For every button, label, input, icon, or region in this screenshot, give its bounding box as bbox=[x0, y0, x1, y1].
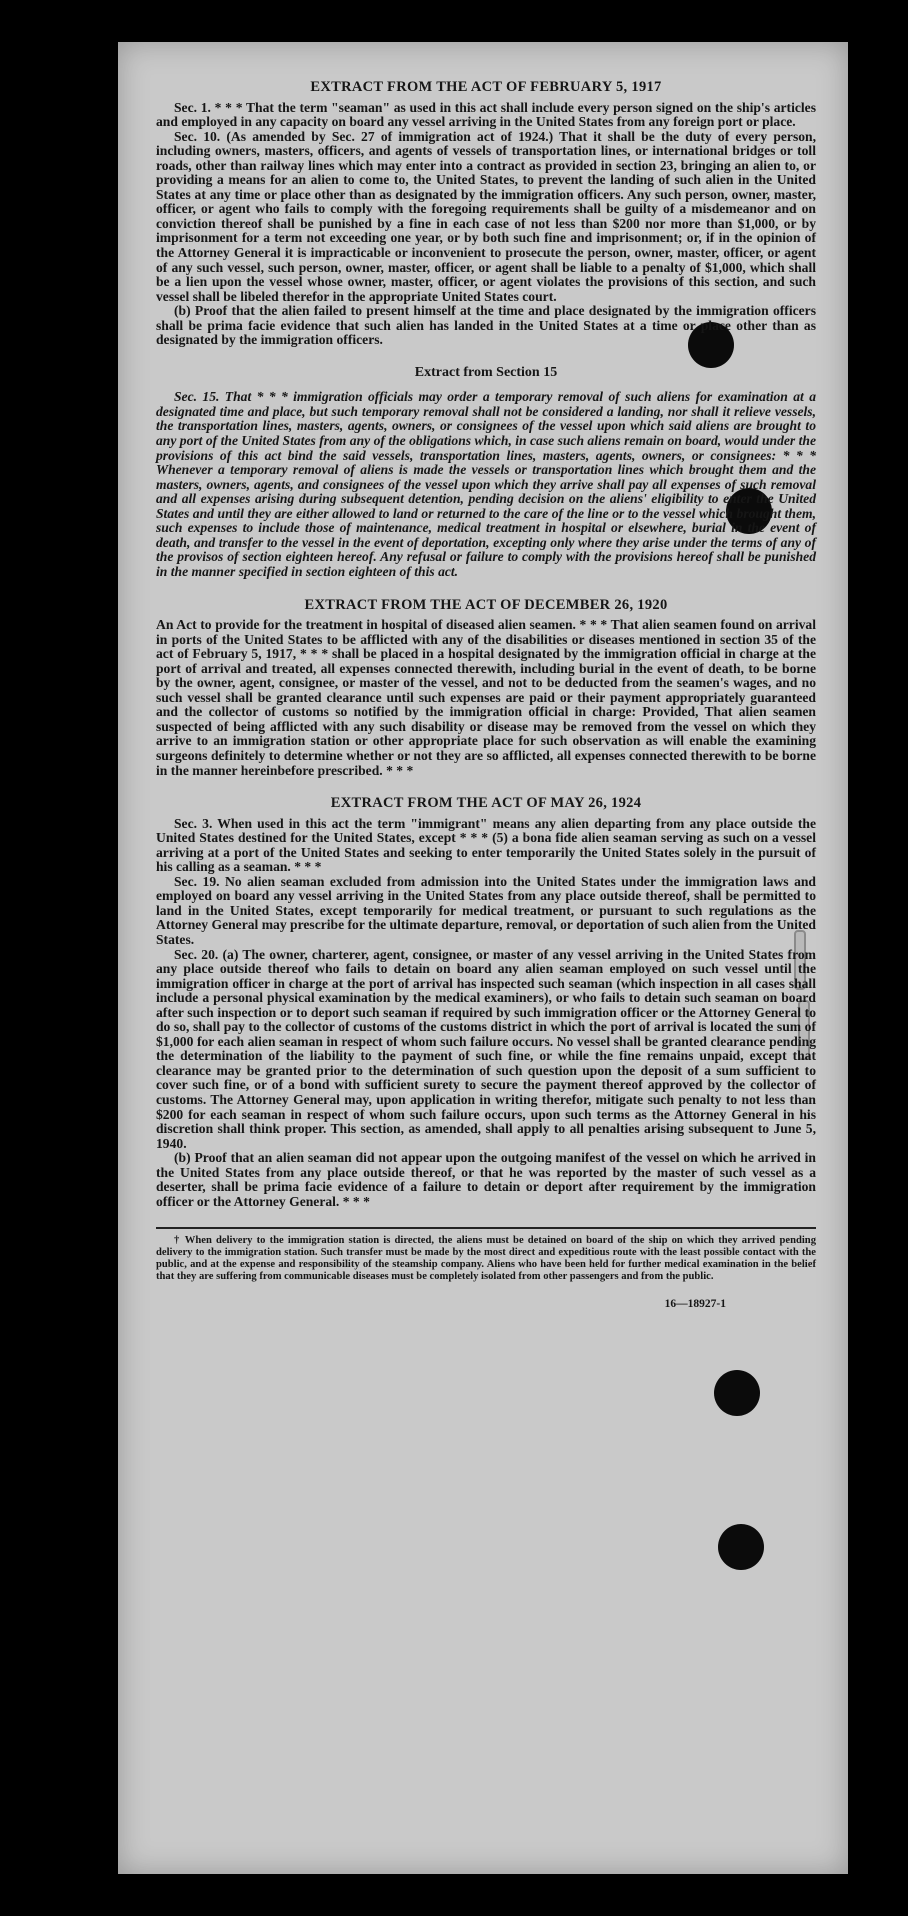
paragraph: An Act to provide for the treatment in hospital of diseased alien seamen. * * * That alien seamen found on arrival in ports of the United States to be afflicted with any of the disabilities or diseases mentioned in section 35 of the act of February 5, 1917, * * * shall be placed in a hospital designated by the immigration official in charge at the port of arrival and treated, all expenses connected therewith, including burial in the event of death, to be borne by the owner, agent, consignee, or master of the vessel, and not to be deducted from the seamen's wages, and no such vessel shall be granted clearance until such expenses are paid or their payment appropriately guaranteed and the collector of customs so notified by the immigration official in charge: Provided, That alien seamen suspected of being afflicted with any such disability or disease may be removed from the vessel on which they arrive to an immigration station or other appropriate place for such observation as will enable the examining surgeons definitely to determine whether or not they are so afflicted, all expenses connected therewith to be borne in the manner hereinbefore prescribed. * * * bbox=[156, 617, 816, 778]
document-page bbox=[118, 42, 848, 1874]
paragraph: (b) Proof that the alien failed to present himself at the time and place designated by the immigration officers shall be prima facie evidence that such alien has landed in the United States at a time or place other than as designated by the immigration officers. bbox=[156, 303, 816, 348]
section-act-1920 bbox=[156, 598, 816, 779]
section-heading: EXTRACT FROM THE ACT OF DECEMBER 26, 1920 bbox=[304, 596, 668, 613]
paragraph: Sec. 10. (As amended by Sec. 27 of immigration act of 1924.) That it shall be the duty of every person, including owners, masters, officers, and agents of vessels of transportation lines, or international bridges or toll roads, other than railway lines which may enter into a contract as provided in section 23, bringing an alien to, or providing a means for an alien to come to, the United States, to prevent the landing of such alien in the United States at any time or place other than as designated by the immigration officers. Any such person, owner, master, officer, or agent who fails to comply with the foregoing requirements shall be guilty of a misdemeanor and on conviction thereof shall be punished by a fine in each case of not less than $200 nor more than $1,000, or by imprisonment for a term not exceeding one year, or by both such fine and imprisonment; or, if in the opinion of the Attorney General it is impracticable or inconvenient to prosecute the person, owner, master, officer, or agent of any such vessel, such person, owner, master, officer, or agent shall be liable to a penalty of $1,000, which shall be a lien upon the vessel whose owner, master, officer, or agent violates the provisions of this section, and such vessel shall be libeled therefor in the appropriate United States court. bbox=[156, 128, 816, 304]
paragraph: Sec. 3. When used in this act the term "immigrant" means any alien departing from any place outside the United States destined for the United States, except * * * (5) a bona fide alien seaman serving as such on a vessel arriving at a port of the United States and seeking to enter temporarily the United States solely in the pursuit of his calling as a seaman. * * * bbox=[156, 815, 816, 875]
file-number: 16—18927-1 bbox=[664, 1298, 726, 1311]
punch-hole bbox=[718, 1524, 764, 1570]
section-heading: Extract from Section 15 bbox=[414, 364, 558, 380]
paragraph: Sec. 1. * * * That the term "seaman" as used in this act shall include every person signed on the ship's articles and employed in any capacity on board any vessel arriving in the United States from any foreign port or place. bbox=[156, 99, 816, 130]
paragraph: Sec. 20. (a) The owner, charterer, agent, consignee, or master of any vessel arriving in the United States from any place outside thereof who fails to detain on board any alien seaman employed on such vessel until the immigration officer in charge at the port of arrival has inspected such seaman (which inspection in all cases shall include a personal physical examination by the medical examiners), or who fails to detain such seaman on board after such inspection or to deport such seaman if required by such immigration officer or the Attorney General to do so, shall pay to the collector of customs of the customs district in which the port of arrival is located the sum of $1,000 for each alien seaman in respect of whom such failure occurs. No vessel shall be granted clearance pending the determination of the liability to the payment of such fine, or while the fine remains unpaid, except that clearance may be granted prior to the determination of such question upon the deposit of a sum sufficient to cover such fine, or of a bond with sufficient surety to secure the payment thereof approved by the collector of customs. The Attorney General may, upon application in writing therefor, mitigate such penalty to not less than $200 for each seaman in respect of whom such failure occurs, upon such terms as the Attorney General in his discretion shall think proper. This section, as amended, shall apply to all penalties arising subsequent to June 5, 1940. bbox=[156, 946, 816, 1151]
section-15 bbox=[156, 366, 816, 580]
paragraph: Sec. 19. No alien seaman excluded from admission into the United States under the immigration laws and employed on board any vessel arriving in the United States from any place outside thereof, shall be permitted to land in the United States, except temporarily for medical treatment, or pursuant to such regulations as the Attorney General may prescribe for the ultimate departure, removal, or deportation of such alien from the United States. bbox=[156, 873, 816, 947]
paragraph: (b) Proof that an alien seaman did not appear upon the outgoing manifest of the vessel on which he arrived in the United States from any place outside thereof, or that he was reported by the master of such vessel as a deserter, shall be prima facie evidence of a failure to detain or deport after requirement by the immigration officer or the Attorney General. * * * bbox=[156, 1150, 816, 1209]
paragraph: Sec. 15. That * * * immigration officials may order a temporary removal of such aliens for examination at a designated time and place, but such temporary removal shall not be considered a landing, nor shall it relieve vessels, the transportation lines, masters, agents, owners, or consignees of the vessel upon which said aliens are brought to any port of the United States from any of the obligations which, in case such aliens remain on board, would under the provisions of this act bind the said vessels, transportation lines, masters, agents, owners, or consignees: * * * Whenever a temporary removal of aliens is made the vessels or transportation lines which brought them and the masters, owners, agents, and consignees of the vessel upon which they arrive shall pay all expenses of such removal and all expenses arising during subsequent detention, pending decision on the aliens' eligibility to enter the United States and until they are either allowed to land or returned to the care of the line or to the vessel which brought them, such expenses to include those of maintenance, medical treatment in hospital or elsewhere, burial in the event of death, and transfer to the vessel in the event of deportation, excepting only where they arise under the terms of any of the provisos of section eighteen hereof. Any refusal or failure to comply with the provisions hereof shall be punished in the manner specified in section eighteen of this act. bbox=[156, 389, 816, 579]
section-heading: EXTRACT FROM THE ACT OF FEBRUARY 5, 1917 bbox=[310, 79, 662, 95]
footnote: † When delivery to the immigration station is directed, the aliens must be detained on board of the ship on which they arrived pending delivery to the immigration station. Such transfer must be made by the most direct and expeditious route with the least possible contact with the public, and at the expense and responsibility of the steamship company. Aliens who have been held for further medical examination in the belief that they are suffering from communicable diseases must be completely isolated from other passengers and from the public. bbox=[156, 1235, 816, 1283]
punch-hole bbox=[714, 1370, 760, 1416]
divider bbox=[156, 1227, 816, 1229]
section-act-1917 bbox=[156, 80, 816, 348]
section-heading: EXTRACT FROM THE ACT OF MAY 26, 1924 bbox=[330, 795, 642, 812]
section-act-1924 bbox=[156, 796, 816, 1209]
document-text bbox=[156, 80, 816, 1312]
